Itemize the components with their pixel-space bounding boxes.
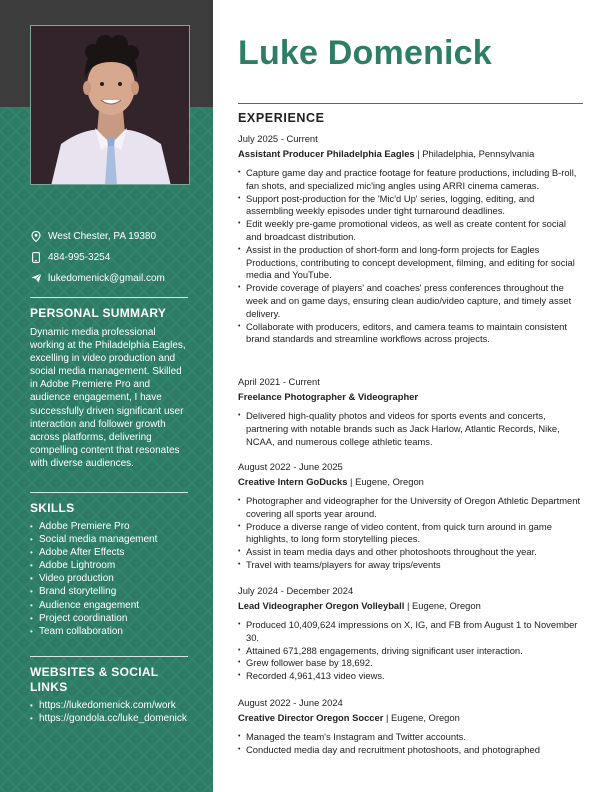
- list-item: • Adobe Premiere Pro: [30, 520, 188, 533]
- job-role: Assistant Producer Philadelphia Eagles: [238, 148, 415, 159]
- website-link[interactable]: • https://lukedomenick.com/work: [30, 699, 188, 712]
- job-date: August 2022 - June 2024: [238, 697, 343, 708]
- divider: [30, 656, 188, 657]
- contact-email: [30, 268, 200, 288]
- list-item: • Capture game day and practice footage for feature productions, including B-roll, fan shots, and specialized mic'ing angles using ARRI cinema cameras.: [238, 167, 583, 193]
- email-link[interactable]: lukedomenick@gmail.com: [48, 272, 165, 284]
- experience-heading: EXPERIENCE: [238, 111, 325, 125]
- divider: [30, 492, 188, 493]
- list-item: • Assist in team media days and other photoshoots throughout the year.: [238, 546, 583, 559]
- job-location: | Eugene, Oregon: [350, 476, 424, 487]
- website-link[interactable]: • https://gondola.cc/luke_domenick: [30, 712, 188, 725]
- list-item: • Managed the team's Instagram and Twitter accounts.: [238, 731, 583, 744]
- links-heading: WEBSITES & SOCIAL LINKS: [30, 665, 159, 694]
- job-title: [238, 475, 583, 488]
- job-bullets: [238, 167, 583, 346]
- job-date: August 2022 - June 2025: [238, 461, 343, 472]
- list-item: • Project coordination: [30, 612, 188, 625]
- job-date: April 2021 - Current: [238, 376, 320, 387]
- job-bullets: [238, 495, 583, 572]
- list-item: • Adobe After Effects: [30, 546, 188, 559]
- job-title: [238, 599, 583, 612]
- header-divider: [238, 103, 583, 104]
- job-location: | Eugene, Oregon: [406, 600, 481, 611]
- list-item: • Conducted media day and recruitment photoshoots, and photographed: [238, 744, 583, 757]
- summary-text: Dynamic media professional working at the Philadelphia Eagles, excelling in video production and social media management. Skilled in Adobe Premiere Pro and audience engagement, I have successfully driven significant user interaction and follower growth across platforms, delivering compelling content that resonates with diverse audiences.: [30, 327, 186, 469]
- list-item: • Brand storytelling: [30, 585, 188, 598]
- skills-section: [30, 492, 188, 638]
- list-item: • Delivered high-quality photos and videos for sports events and concerts, partnering with notable brands such as Jack Harlow, Atlantic Records, Nike, NCAA, and numerous college athletic teams.: [238, 410, 583, 448]
- job-title: [238, 390, 583, 403]
- job-entry: [238, 132, 583, 346]
- job-entry: [238, 584, 583, 683]
- list-item: • Recorded 4,961,413 video views.: [238, 670, 583, 683]
- job-role: Creative Intern GoDucks: [238, 476, 348, 487]
- list-item: • Produce a diverse range of video content, from quick turn around in game highlights, to long form storytelling pieces.: [238, 521, 583, 547]
- candidate-name: Luke Domenick: [238, 34, 492, 72]
- job-date: July 2025 - Current: [238, 133, 318, 144]
- job-title: [238, 711, 583, 724]
- profile-photo: [30, 25, 190, 185]
- location-text: West Chester, PA 19380: [48, 230, 157, 242]
- list-item: • Produced 10,409,624 impressions on X, IG, and FB from August 1 to November 30.: [238, 619, 583, 645]
- job-bullets: [238, 410, 583, 448]
- phone-icon: [30, 251, 42, 263]
- list-item: • Team collaboration: [30, 625, 188, 638]
- job-role: Creative Director Oregon Soccer: [238, 712, 384, 723]
- job-location: | Philadelphia, Pennsylvania: [417, 148, 535, 159]
- summary-heading: PERSONAL SUMMARY: [30, 306, 167, 320]
- phone-text[interactable]: 484-995-3254: [48, 251, 111, 263]
- job-location: | Eugene, Oregon: [385, 712, 460, 723]
- list-item: • Collaborate with producers, editors, and camera teams to maintain consistent brand standards and streamline workflows across projects.: [238, 321, 583, 347]
- list-item: • Adobe Lightroom: [30, 559, 188, 572]
- list-item: • Assist in the production of short-form and long-form projects for Eagles Productions, contributing to concept development, filming, and editing for social media and YouTube.: [238, 244, 583, 282]
- job-entry: [238, 696, 583, 757]
- list-item: • Social media management: [30, 533, 188, 546]
- list-item: • Photographer and videographer for the University of Oregon Athletic Department covering all sports year around.: [238, 495, 583, 521]
- personal-summary-section: [30, 297, 188, 470]
- contact-location: [30, 226, 200, 246]
- skills-heading: SKILLS: [30, 501, 75, 515]
- location-pin-icon: [30, 230, 42, 242]
- list-item: • Support post-production for the 'Mic'd Up' series, logging, editing, and assembling weekly episodes under tight turnaround deadlines.: [238, 193, 583, 219]
- job-entry: [238, 375, 583, 448]
- contact-info: [30, 226, 200, 288]
- job-bullets: [238, 619, 583, 683]
- job-role: Lead Videographer Oregon Volleyball: [238, 600, 405, 611]
- list-item: • Travel with teams/players for away trips/events: [238, 559, 583, 572]
- job-entry: [238, 460, 583, 572]
- list-item: • Video production: [30, 572, 188, 585]
- list-item: • Attained 671,288 engagements, driving significant user interaction.: [238, 645, 583, 658]
- links-section: [30, 656, 188, 725]
- contact-phone: [30, 247, 200, 267]
- job-date: July 2024 - December 2024: [238, 585, 354, 596]
- job-role: Freelance Photographer & Videographer: [238, 391, 419, 402]
- list-item: • Audience engagement: [30, 599, 188, 612]
- job-bullets: [238, 731, 583, 757]
- list-item: • Grew follower base by 18,692.: [238, 657, 583, 670]
- skills-list: [30, 520, 188, 638]
- job-title: [238, 147, 583, 160]
- links-list: [30, 699, 188, 725]
- paper-plane-icon: [30, 272, 42, 284]
- divider: [30, 297, 188, 298]
- list-item: • Edit weekly pre-game promotional videos, as well as create content for social and broadcast distribution.: [238, 218, 583, 244]
- sidebar: [0, 0, 213, 792]
- list-item: • Provide coverage of players' and coaches' press conferences throughout the week and on game days, ensuring clean audio/video capture, and timely asset delivery.: [238, 282, 583, 320]
